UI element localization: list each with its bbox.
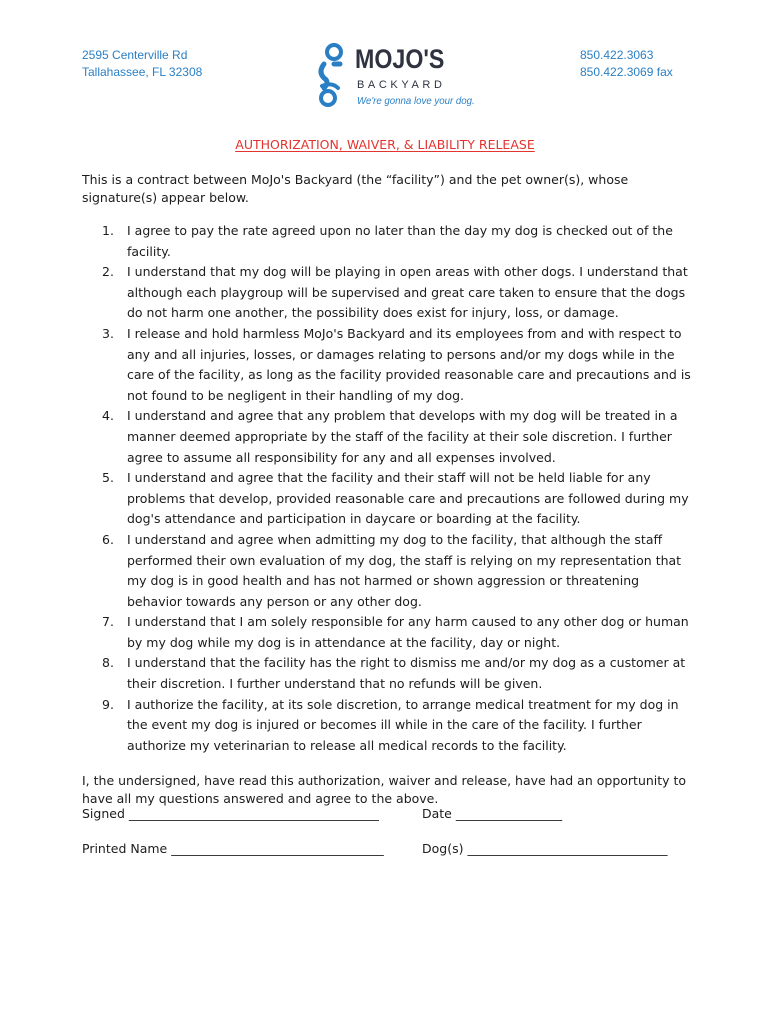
dogs-line[interactable]: Dog(s) ________________________________ (422, 841, 668, 856)
clause-text: I authorize the facility, at its sole discretion, to arrange medical treatment for my dog in the event my dog is injured or becomes ill while in the care of the facility. I further authorize my veterinarian to release all medical records to the facility. (127, 696, 679, 753)
clause-item (82, 653, 692, 694)
logo-tagline: We're gonna love your dog. (357, 95, 475, 107)
date-line[interactable]: Date _________________ (422, 806, 563, 821)
address-city: Tallahassee, FL 32308 (82, 65, 203, 79)
logo-subtitle: BACKYARD (357, 79, 446, 91)
fax-number: 850.422.3069 fax (580, 65, 673, 79)
clause-text: I understand and agree that any problem that develops with my dog will be treated in a manner deemed appropriate by the staff of the facility at their sole discretion. I further agree to assume all responsibility for any and all expenses involved. (127, 408, 678, 465)
closing-paragraph: I, the undersigned, have read this authorization, waiver and release, have had an opportunity to have all my questions answered and agree to the above. (82, 773, 687, 807)
clause-text: I agree to pay the rate agreed upon no later than the day my dog is checked out of the facility. (127, 223, 673, 259)
clause-number: 2. (102, 264, 114, 280)
clause-number: 9. (102, 696, 114, 712)
clause-text: I understand and agree that the facility and their staff will not be held liable for any problems that develop, provided reasonable care and precautions are followed during my dog's attendance and participation in daycare or boarding at the facility. (127, 470, 689, 527)
document-title: AUTHORIZATION, WAIVER, & LIABILITY RELEASE (235, 137, 535, 152)
clause-item (82, 612, 692, 653)
printed-name-line[interactable]: Printed Name __________________________________ (82, 841, 384, 856)
clause-item (82, 262, 692, 324)
clause-text: I understand that my dog will be playing in open areas with other dogs. I understand that although each playgroup will be supervised and great care taken to ensure that the dogs do not harm one another, the possibility does exist for injury, loss, or damage. (127, 264, 688, 321)
dog-figure-icon (314, 42, 354, 114)
phone-number: 850.422.3063 (580, 48, 654, 62)
name-row (82, 841, 668, 856)
clause-item (82, 695, 692, 757)
logo-name: MOJO'S (355, 44, 445, 74)
clause-text: I understand that I am solely responsible for any harm caused to any other dog or human by my dog while my dog is in attendance at the facility, day or night. (127, 614, 689, 650)
clause-number: 4. (102, 408, 114, 424)
clause-number: 8. (102, 655, 114, 671)
clause-text: I understand and agree when admitting my dog to the facility, that although the staff performed their own evaluation of my dog, the staff is relying on my representation that my dog is in good health and has not harmed or shown aggression or threatening behavior towards any person or any other dog. (127, 531, 682, 609)
clause-list (82, 221, 692, 756)
clause-text: I understand that the facility has the right to dismiss me and/or my dog as a customer at their discretion. I further understand that no refunds will be given. (127, 655, 686, 692)
clause-item (82, 324, 692, 406)
clause-item (82, 406, 692, 468)
facility-address (82, 47, 202, 81)
clause-text: I release and hold harmless MoJo's Backyard and its employees from and with respect to any and all injuries, losses, or damages relating to persons and/or my dogs while in the care of the facility, as long as the facility provided reasonable care and precautions and is not found to be negligent in their handling of my dog. (127, 325, 691, 403)
clause-number: 5. (102, 470, 114, 486)
address-street: 2595 Centerville Rd (82, 48, 188, 62)
facility-contact (580, 47, 673, 81)
mojos-backyard-logo (314, 42, 474, 112)
clause-item (82, 468, 692, 530)
clause-number: 7. (102, 614, 114, 630)
clause-number: 1. (102, 223, 114, 238)
clause-number: 3. (102, 325, 114, 341)
signed-line[interactable]: Signed ________________________________________ (82, 806, 379, 821)
signature-row (82, 806, 563, 821)
clause-number: 6. (102, 531, 114, 547)
document-body (82, 171, 692, 808)
clause-item (82, 530, 692, 612)
clause-item (82, 221, 692, 262)
intro-paragraph: This is a contract between MoJo's Backyard (the “facility”) and the pet owner(s), whose signature(s) appear below. (82, 172, 629, 205)
